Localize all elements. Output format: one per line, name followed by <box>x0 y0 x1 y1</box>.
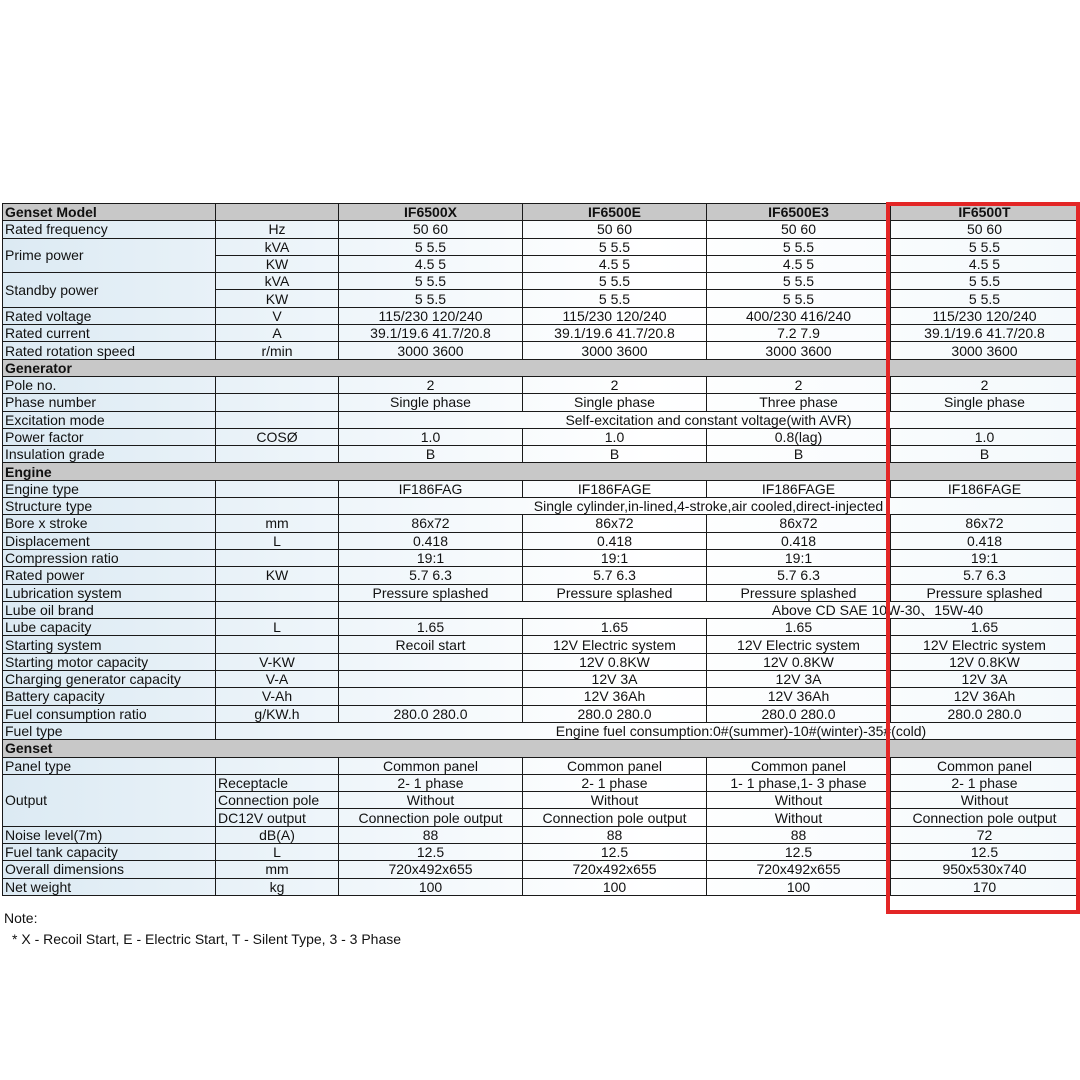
cell: 0.8(lag) <box>707 428 891 445</box>
row-unit: Connection pole <box>216 792 339 809</box>
cell: 720x492x655 <box>707 861 891 878</box>
row-unit: V-A <box>216 671 339 688</box>
row-unit: A <box>216 325 339 342</box>
spec-table-container <box>2 203 1078 896</box>
spanning-cell: Above CD SAE 10W-30、15W-40 <box>339 601 1079 618</box>
cell: 19:1 <box>523 549 707 566</box>
cell: Single phase <box>339 394 523 411</box>
cell: Without <box>707 792 891 809</box>
row-label: Rated current <box>3 325 216 342</box>
row-structure-type <box>3 498 1079 515</box>
cell: 19:1 <box>707 549 891 566</box>
cell: 2- 1 phase <box>891 774 1079 791</box>
spanning-cell: Single cylinder,in-lined,4-stroke,air cooled,direct-injected <box>339 498 1079 515</box>
cell: 1.0 <box>523 428 707 445</box>
cell: 1.65 <box>891 619 1079 636</box>
cell: 0.418 <box>523 532 707 549</box>
cell: 12V 0.8KW <box>707 653 891 670</box>
row-label: Starting system <box>3 636 216 653</box>
cell: IF186FAGE <box>707 480 891 497</box>
cell: 1.0 <box>339 428 523 445</box>
row-prime-power-kva <box>3 238 1079 255</box>
row-fuel-type <box>3 722 1079 739</box>
row-lubrication-system <box>3 584 1079 601</box>
cell: 4.5 5 <box>339 255 523 272</box>
row-rated-voltage <box>3 307 1079 324</box>
cell: 5.7 6.3 <box>707 567 891 584</box>
row-label: Bore x stroke <box>3 515 216 532</box>
row-battery-capacity <box>3 688 1079 705</box>
row-unit: kVA <box>216 273 339 290</box>
cell: B <box>339 446 523 463</box>
row-unit: r/min <box>216 342 339 359</box>
cell: Connection pole output <box>523 809 707 826</box>
cell: 2 <box>339 376 523 393</box>
cell: Without <box>707 809 891 826</box>
cell: 280.0 280.0 <box>891 705 1079 722</box>
row-net-weight <box>3 878 1079 895</box>
row-unit: Hz <box>216 221 339 238</box>
row-unit: DC12V output <box>216 809 339 826</box>
cell: 86x72 <box>339 515 523 532</box>
cell: 3000 3600 <box>523 342 707 359</box>
cell: 39.1/19.6 41.7/20.8 <box>523 325 707 342</box>
cell: 19:1 <box>339 549 523 566</box>
row-label: Charging generator capacity <box>3 671 216 688</box>
row-label: Battery capacity <box>3 688 216 705</box>
section-genset <box>3 740 1079 757</box>
cell: 115/230 120/240 <box>891 307 1079 324</box>
cell: 5 5.5 <box>523 290 707 307</box>
row-label: Rated rotation speed <box>3 342 216 359</box>
cell: 115/230 120/240 <box>523 307 707 324</box>
cell: Pressure splashed <box>707 584 891 601</box>
cell: 88 <box>523 826 707 843</box>
cell: 720x492x655 <box>523 861 707 878</box>
cell: 3000 3600 <box>707 342 891 359</box>
cell: 0.418 <box>339 532 523 549</box>
cell: 5 5.5 <box>707 290 891 307</box>
row-label: Prime power <box>3 238 216 273</box>
cell: IF186FAGE <box>891 480 1079 497</box>
cell: 5 5.5 <box>707 238 891 255</box>
row-unit: KW <box>216 567 339 584</box>
row-label: Net weight <box>3 878 216 895</box>
cell: 12V Electric system <box>891 636 1079 653</box>
row-unit: V <box>216 307 339 324</box>
row-label: Phase number <box>3 394 216 411</box>
section-label: Generator <box>3 359 1079 376</box>
cell: Common panel <box>707 757 891 774</box>
row-phase-number <box>3 394 1079 411</box>
cell: Without <box>891 792 1079 809</box>
cell: Common panel <box>523 757 707 774</box>
cell: 400/230 416/240 <box>707 307 891 324</box>
row-label: Insulation grade <box>3 446 216 463</box>
row-label: Rated frequency <box>3 221 216 238</box>
section-label: Genset <box>3 740 1079 757</box>
cell: 12V 3A <box>891 671 1079 688</box>
row-unit: V-Ah <box>216 688 339 705</box>
cell: Single phase <box>523 394 707 411</box>
row-label: Rated power <box>3 567 216 584</box>
cell: 115/230 120/240 <box>339 307 523 324</box>
cell: 1- 1 phase,1- 3 phase <box>707 774 891 791</box>
row-panel-type <box>3 757 1079 774</box>
cell: 12V 3A <box>707 671 891 688</box>
row-rated-power <box>3 567 1079 584</box>
cell: 1.65 <box>707 619 891 636</box>
cell: 12V 36Ah <box>891 688 1079 705</box>
cell: 100 <box>523 878 707 895</box>
cell: 5 5.5 <box>523 273 707 290</box>
row-excitation-mode <box>3 411 1079 428</box>
row-displacement <box>3 532 1079 549</box>
cell: 19:1 <box>891 549 1079 566</box>
row-starting-system <box>3 636 1079 653</box>
model-if6500t: IF6500T <box>891 204 1079 221</box>
row-fuel-consumption-ratio <box>3 705 1079 722</box>
cell: 1.65 <box>523 619 707 636</box>
cell: B <box>523 446 707 463</box>
row-label: Pole no. <box>3 376 216 393</box>
cell: Common panel <box>339 757 523 774</box>
cell: IF186FAGE <box>523 480 707 497</box>
row-label: Lube oil brand <box>3 601 216 618</box>
row-engine-type <box>3 480 1079 497</box>
cell: 0.418 <box>707 532 891 549</box>
cell: 280.0 280.0 <box>339 705 523 722</box>
row-pole-no <box>3 376 1079 393</box>
cell: 12.5 <box>707 843 891 860</box>
row-label: Compression ratio <box>3 549 216 566</box>
cell: 50 60 <box>339 221 523 238</box>
cell: Three phase <box>707 394 891 411</box>
cell: 12.5 <box>891 843 1079 860</box>
cell: 39.1/19.6 41.7/20.8 <box>891 325 1079 342</box>
row-label: Fuel tank capacity <box>3 843 216 860</box>
row-unit <box>216 601 339 618</box>
cell: 0.418 <box>891 532 1079 549</box>
cell: 950x530x740 <box>891 861 1079 878</box>
cell: 50 60 <box>523 221 707 238</box>
row-output-receptacle <box>3 774 1079 791</box>
cell: 72 <box>891 826 1079 843</box>
cell: 5 5.5 <box>339 238 523 255</box>
cell: 12V 0.8KW <box>523 653 707 670</box>
cell: B <box>891 446 1079 463</box>
row-unit <box>216 757 339 774</box>
row-unit <box>216 446 339 463</box>
cell: 5 5.5 <box>339 273 523 290</box>
model-if6500e3: IF6500E3 <box>707 204 891 221</box>
spanning-cell: Self-excitation and constant voltage(with AVR) <box>339 411 1079 428</box>
row-charging-generator-capacity <box>3 671 1079 688</box>
model-if6500e: IF6500E <box>523 204 707 221</box>
row-unit: mm <box>216 861 339 878</box>
row-rated-frequency <box>3 221 1079 238</box>
row-unit: KW <box>216 255 339 272</box>
row-bore-stroke <box>3 515 1079 532</box>
cell: 4.5 5 <box>707 255 891 272</box>
cell: 1.0 <box>891 428 1079 445</box>
cell: Pressure splashed <box>339 584 523 601</box>
row-unit: dB(A) <box>216 826 339 843</box>
row-unit <box>216 411 339 428</box>
cell: 2- 1 phase <box>523 774 707 791</box>
cell: 720x492x655 <box>339 861 523 878</box>
row-insulation-grade <box>3 446 1079 463</box>
row-lube-oil-brand <box>3 601 1079 618</box>
cell: 50 60 <box>891 221 1079 238</box>
cell: 86x72 <box>523 515 707 532</box>
cell: 12.5 <box>339 843 523 860</box>
row-rated-rotation-speed <box>3 342 1079 359</box>
cell: 2- 1 phase <box>339 774 523 791</box>
cell: 5 5.5 <box>891 238 1079 255</box>
cell: Pressure splashed <box>891 584 1079 601</box>
row-unit: kVA <box>216 238 339 255</box>
row-rated-current <box>3 325 1079 342</box>
row-lube-capacity <box>3 619 1079 636</box>
cell: 4.5 5 <box>523 255 707 272</box>
row-compression-ratio <box>3 549 1079 566</box>
row-unit: L <box>216 532 339 549</box>
cell: 39.1/19.6 41.7/20.8 <box>339 325 523 342</box>
row-label: Overall dimensions <box>3 861 216 878</box>
cell: B <box>707 446 891 463</box>
cell: Connection pole output <box>339 809 523 826</box>
row-unit <box>216 376 339 393</box>
row-unit: g/KW.h <box>216 705 339 722</box>
row-noise-level <box>3 826 1079 843</box>
cell: IF186FAG <box>339 480 523 497</box>
cell: 7.2 7.9 <box>707 325 891 342</box>
row-unit: kg <box>216 878 339 895</box>
cell: 100 <box>339 878 523 895</box>
cell: 5 5.5 <box>891 290 1079 307</box>
cell: 5 5.5 <box>707 273 891 290</box>
cell: 4.5 5 <box>891 255 1079 272</box>
cell: 3000 3600 <box>339 342 523 359</box>
row-unit: V-KW <box>216 653 339 670</box>
cell: 5.7 6.3 <box>339 567 523 584</box>
cell: 12V 0.8KW <box>891 653 1079 670</box>
row-unit: L <box>216 619 339 636</box>
cell: 100 <box>707 878 891 895</box>
cell: Recoil start <box>339 636 523 653</box>
cell: 86x72 <box>891 515 1079 532</box>
row-label: Panel type <box>3 757 216 774</box>
row-label: Rated voltage <box>3 307 216 324</box>
cell: Pressure splashed <box>523 584 707 601</box>
row-label: Fuel consumption ratio <box>3 705 216 722</box>
cell: 12V 36Ah <box>523 688 707 705</box>
cell: 5 5.5 <box>523 238 707 255</box>
cell: 50 60 <box>707 221 891 238</box>
row-label: Noise level(7m) <box>3 826 216 843</box>
row-label: Displacement <box>3 532 216 549</box>
cell: 12.5 <box>523 843 707 860</box>
row-label: Lube capacity <box>3 619 216 636</box>
header-unit <box>216 204 339 221</box>
cell: 5.7 6.3 <box>891 567 1079 584</box>
cell: Common panel <box>891 757 1079 774</box>
cell <box>339 688 523 705</box>
row-label: Lubrication system <box>3 584 216 601</box>
cell: Without <box>523 792 707 809</box>
row-unit <box>216 549 339 566</box>
cell: 5 5.5 <box>891 273 1079 290</box>
cell: 170 <box>891 878 1079 895</box>
row-label: Engine type <box>3 480 216 497</box>
header-label: Genset Model <box>3 204 216 221</box>
row-label: Fuel type <box>3 722 216 739</box>
cell: 2 <box>891 376 1079 393</box>
cell <box>339 653 523 670</box>
row-label: Excitation mode <box>3 411 216 428</box>
cell: 5.7 6.3 <box>523 567 707 584</box>
row-label: Starting motor capacity <box>3 653 216 670</box>
cell: Connection pole output <box>891 809 1079 826</box>
row-unit <box>216 498 339 515</box>
note-text: * X - Recoil Start, E - Electric Start, T - Silent Type, 3 - 3 Phase <box>12 931 402 947</box>
cell: 12V 36Ah <box>707 688 891 705</box>
row-overall-dimensions <box>3 861 1079 878</box>
row-label: Structure type <box>3 498 216 515</box>
cell: 88 <box>707 826 891 843</box>
cell: 1.65 <box>339 619 523 636</box>
row-label: Power factor <box>3 428 216 445</box>
section-engine <box>3 463 1079 480</box>
spec-table <box>2 203 1079 896</box>
row-unit <box>216 480 339 497</box>
model-if6500x: IF6500X <box>339 204 523 221</box>
row-starting-motor-capacity <box>3 653 1079 670</box>
row-unit <box>216 584 339 601</box>
header-row <box>3 204 1079 221</box>
cell: 280.0 280.0 <box>707 705 891 722</box>
row-fuel-tank-capacity <box>3 843 1079 860</box>
cell: 2 <box>707 376 891 393</box>
cell: 12V Electric system <box>707 636 891 653</box>
cell: 280.0 280.0 <box>523 705 707 722</box>
cell <box>339 671 523 688</box>
note-label: Note: <box>4 910 38 926</box>
row-unit <box>216 636 339 653</box>
cell: Single phase <box>891 394 1079 411</box>
row-unit <box>216 394 339 411</box>
cell: 5 5.5 <box>339 290 523 307</box>
row-unit: Receptacle <box>216 774 339 791</box>
row-power-factor <box>3 428 1079 445</box>
cell: 12V Electric system <box>523 636 707 653</box>
row-unit: mm <box>216 515 339 532</box>
spanning-cell: Engine fuel consumption:0#(summer)-10#(winter)-35#(cold) <box>216 722 1079 739</box>
cell: 88 <box>339 826 523 843</box>
row-label: Standby power <box>3 273 216 308</box>
cell: Without <box>339 792 523 809</box>
cell: 3000 3600 <box>891 342 1079 359</box>
row-unit: COSØ <box>216 428 339 445</box>
row-unit: L <box>216 843 339 860</box>
row-standby-power-kva <box>3 273 1079 290</box>
section-label: Engine <box>3 463 1079 480</box>
row-label: Output <box>3 774 216 826</box>
cell: 12V 3A <box>523 671 707 688</box>
cell: 2 <box>523 376 707 393</box>
cell: 86x72 <box>707 515 891 532</box>
row-unit: KW <box>216 290 339 307</box>
section-generator <box>3 359 1079 376</box>
